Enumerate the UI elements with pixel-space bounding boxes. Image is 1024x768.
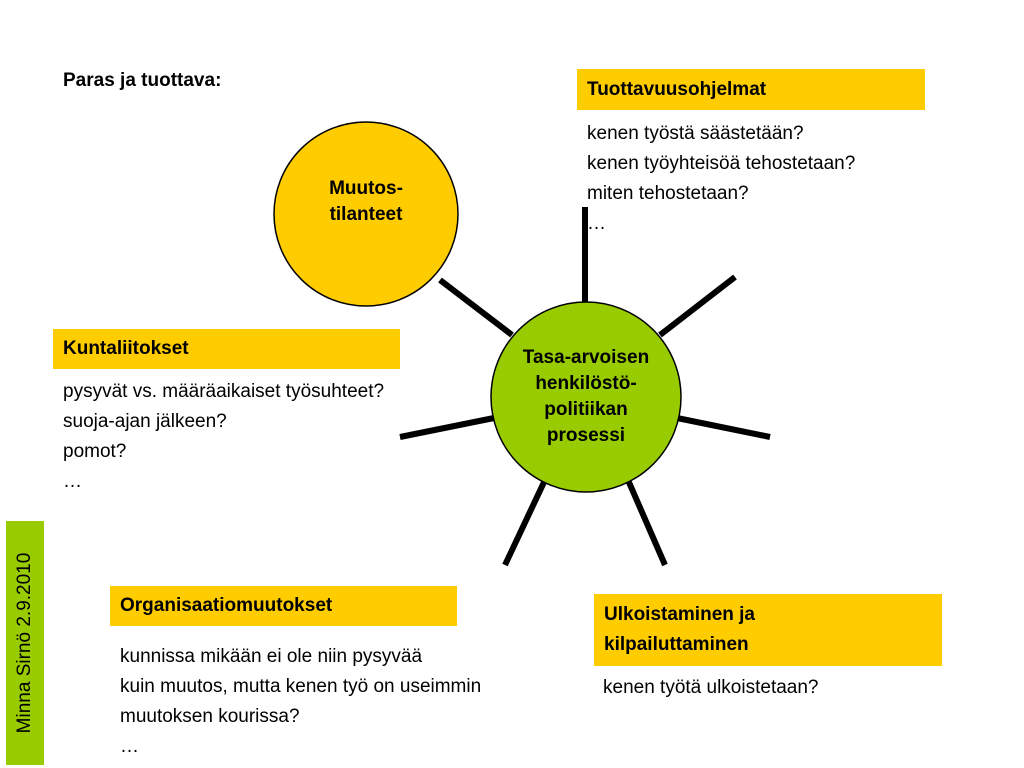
tuottavuus-header: Tuottavuusohjelmat xyxy=(577,69,925,110)
text-line: … xyxy=(587,213,606,234)
kuntaliitokset-header: Kuntaliitokset xyxy=(53,329,400,369)
spoke-line xyxy=(677,418,770,437)
author-date-text: Minna Sirnö 2.9.2010 xyxy=(14,552,35,734)
center-line: Tasa-arvoisen xyxy=(522,347,650,368)
spoke-line xyxy=(400,418,494,437)
page-title: Paras ja tuottava: xyxy=(63,70,222,91)
text-line: muutoksen kourissa? xyxy=(120,706,300,727)
organisaatio-header: Organisaatiomuutokset xyxy=(110,586,457,626)
spoke-line xyxy=(505,480,545,565)
text-line: kenen työyhteisöä tehostetaan? xyxy=(587,153,856,174)
organisaatio-text xyxy=(120,642,481,762)
text-line: pomot? xyxy=(63,441,127,462)
muutos-line: Muutos- xyxy=(329,178,403,199)
spoke-line xyxy=(440,280,512,335)
text-line: … xyxy=(120,736,139,757)
center-label xyxy=(491,337,681,457)
author-date-sidebar xyxy=(6,521,44,765)
text-line: kunnissa mikään ei ole niin pysyvää xyxy=(120,646,423,667)
text-line: suoja-ajan jälkeen? xyxy=(63,411,227,432)
text-line: … xyxy=(63,471,82,492)
tuottavuus-text xyxy=(587,119,855,239)
ulkoistaminen-text xyxy=(603,673,819,703)
center-line: prosessi xyxy=(546,425,626,446)
text-line: pysyvät vs. määräaikaiset työsuhteet? xyxy=(63,381,385,402)
text-line: kenen työtä ulkoistetaan? xyxy=(603,677,819,698)
kuntaliitokset-text xyxy=(63,377,384,497)
text-line: kenen työstä säästetään? xyxy=(587,123,804,144)
text-line: miten tehostetaan? xyxy=(587,183,749,204)
center-line: politiikan xyxy=(544,399,628,420)
header-line: kilpailuttaminen xyxy=(604,634,749,655)
header-line: Ulkoistaminen ja xyxy=(604,604,755,625)
center-line: henkilöstö- xyxy=(535,373,637,394)
ulkoistaminen-header xyxy=(594,594,942,666)
text-line: kuin muutos, mutta kenen työ on useimmin xyxy=(120,676,482,697)
spoke-line xyxy=(660,277,735,335)
muutos-label xyxy=(274,170,458,234)
muutos-line: tilanteet xyxy=(329,204,403,225)
spoke-line xyxy=(628,480,665,565)
